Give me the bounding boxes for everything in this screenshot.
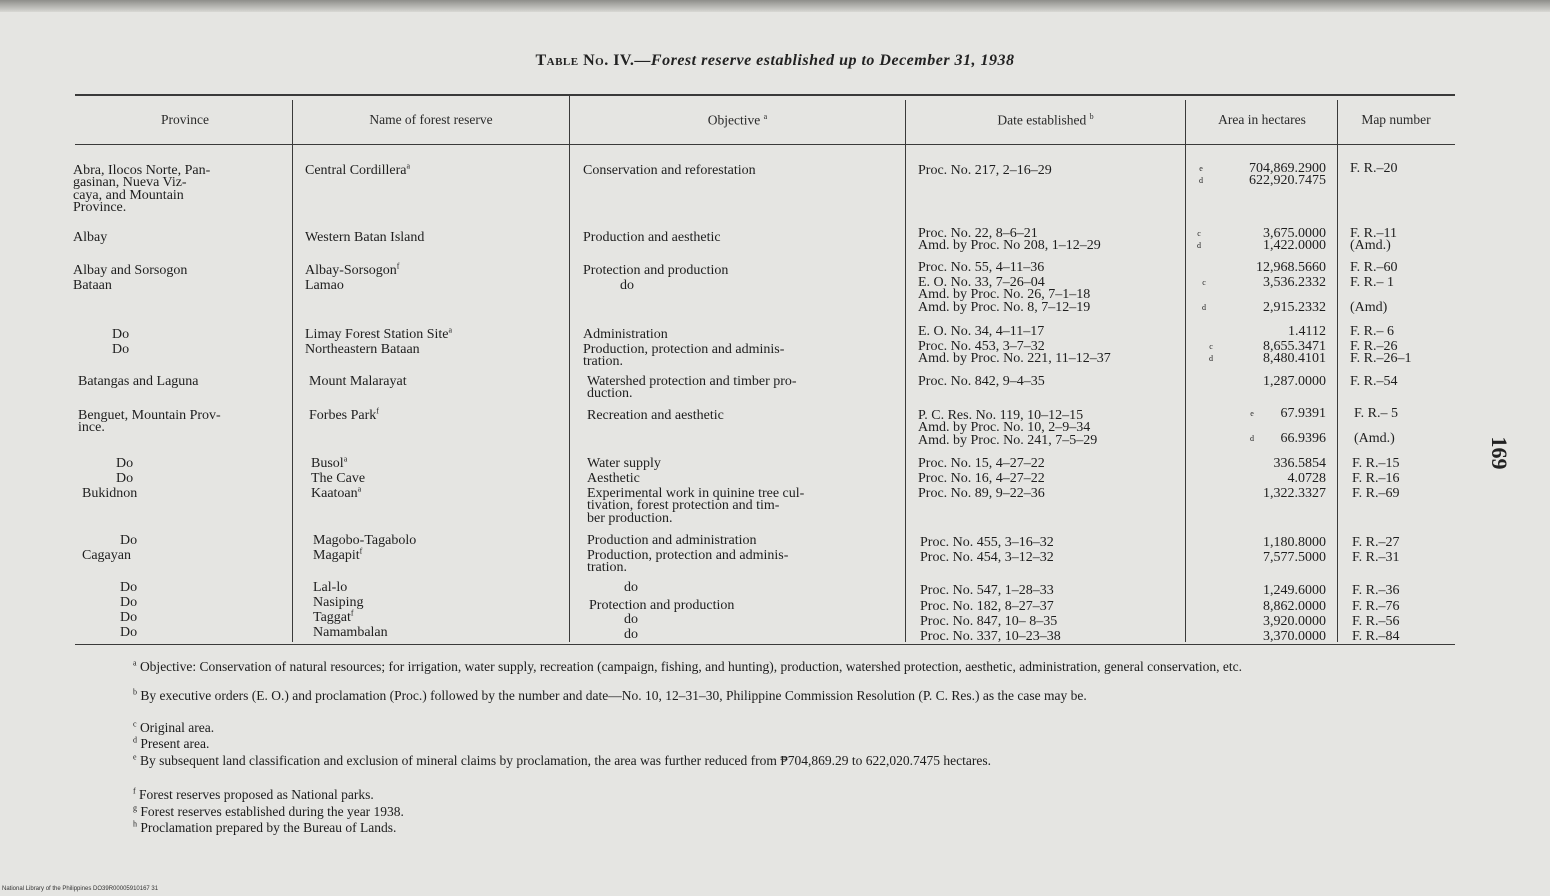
cell-map-number: F. R.–27 <box>1352 535 1400 550</box>
cell-map-number: F. R.– 1 (Amd) <box>1350 275 1395 315</box>
cell-area: 1.4112 <box>1288 324 1326 339</box>
cell-area-mark: c d <box>1197 229 1201 251</box>
cell-objective: do <box>624 612 638 627</box>
table-bottom-rule <box>75 644 1455 645</box>
cell-area: 1,287.0000 <box>1263 374 1326 389</box>
footnote-ref: a <box>357 484 362 494</box>
header-map-number: Map number <box>1361 112 1431 127</box>
cell-province: Albay <box>73 230 108 245</box>
cell-province: Do <box>112 342 130 357</box>
footnote-c: $^c$ Original area. <box>133 719 215 735</box>
footnote-b: $^b$ By executive orders (E. O.) and proclamation (Proc.) followed by the number and date—No. 10, 12–31–30, Philippine Commission Resolution (P. C. Res.) as the case may be. <box>133 687 1087 703</box>
cell-map-number: F. R.–76 <box>1352 599 1400 614</box>
footnote-f: $^f$ Forest reserves proposed as National parks. <box>133 786 374 802</box>
cell-date-established: Proc. No. 337, 10–23–38 <box>920 629 1061 644</box>
cell-reserve-name: Albay-Sorsogon$^f$ <box>305 261 400 278</box>
column-divider <box>1185 100 1186 642</box>
cell-date-established: Proc. No. 15, 4–27–22 <box>918 456 1045 471</box>
cell-province: Do <box>120 580 138 595</box>
cell-date-established: Proc. No. 847, 10– 8–35 <box>920 614 1058 629</box>
cell-map-number: F. R.–54 <box>1350 374 1398 389</box>
cell-date-established: Proc. No. 842, 9–4–35 <box>918 374 1045 389</box>
cell-reserve-name: Forbes Park$^f$ <box>309 406 379 423</box>
cell-map-number: F. R.–60 <box>1350 260 1398 275</box>
cell-area: 1,322.3327 <box>1263 486 1326 501</box>
footnote-ref: f <box>350 608 354 618</box>
footnote-d: $^d$ Present area. <box>133 735 210 751</box>
cell-date-established: Proc. No. 89, 9–22–36 <box>918 486 1045 501</box>
cell-area-mark: e d <box>1199 164 1203 186</box>
cell-reserve-name: Taggat$^f$ <box>313 608 354 625</box>
cell-province: Abra, Ilocos Norte, Pan- gasinan, Nueva Viz- caya, and Mountain Province. <box>73 163 211 215</box>
header-province: Province <box>161 112 209 127</box>
footnote-ref: f <box>396 261 400 271</box>
cell-map-number: F. R.–20 <box>1350 161 1398 176</box>
cell-objective: Recreation and aesthetic <box>587 408 724 423</box>
footnote-ref: a <box>763 112 768 121</box>
cell-reserve-name: Magapit$^f$ <box>313 546 363 563</box>
cell-date-established: Proc. No. 453, 3–7–32 Amd. by Proc. No. 221, 11–12–37 <box>918 339 1111 367</box>
cell-area-mark: c d <box>1202 278 1206 312</box>
cell-objective: Administration <box>583 327 668 342</box>
footnote-ref: a <box>406 161 411 171</box>
cell-area: 12,968.5660 <box>1256 260 1326 275</box>
cell-province: Albay and Sorsogon <box>73 263 188 278</box>
page-top-edge <box>0 0 1550 12</box>
header-forest-reserve-name: Name of forest reserve <box>369 112 493 127</box>
header-date-established: Date established $^b$ <box>997 112 1094 128</box>
cell-date-established: Proc. No. 217, 2–16–29 <box>918 163 1052 178</box>
table-top-rule <box>75 94 1455 96</box>
column-divider <box>569 96 570 642</box>
header-bottom-rule <box>75 144 1455 145</box>
cell-reserve-name: The Cave <box>311 471 366 486</box>
cell-map-number: F. R.–26 F. R.–26–1 <box>1350 339 1412 367</box>
scan-footer-credit: National Library of the Philippines DO39R00005910167 31 <box>2 886 159 892</box>
cell-area-mark: c d <box>1209 342 1213 364</box>
cell-map-number: F. R.–84 <box>1352 629 1400 644</box>
footnote-ref: f <box>359 546 363 556</box>
cell-reserve-name: Lal-lo <box>313 580 348 595</box>
cell-area: 3,370.0000 <box>1263 629 1326 644</box>
cell-objective: Production, protection and adminis- tration. <box>587 548 789 576</box>
cell-date-established: Proc. No. 16, 4–27–22 <box>918 471 1045 486</box>
cell-reserve-name: Limay Forest Station Site$^a$ <box>305 325 453 342</box>
cell-province: Cagayan <box>82 548 131 563</box>
table-title: Forest reserve established up to December 31, 1938 <box>650 52 1015 69</box>
cell-reserve-name: Northeastern Bataan <box>305 342 420 357</box>
cell-province: Bataan <box>73 278 112 293</box>
cell-reserve-name: Namambalan <box>313 625 388 640</box>
cell-date-established: Proc. No. 455, 3–16–32 <box>920 535 1054 550</box>
footnote-ref: f <box>376 406 379 416</box>
cell-map-number: F. R.–16 <box>1352 471 1400 486</box>
footnote-e: $^e$ By subsequent land classification and exclusion of mineral claims by proclamation, the area was further reduced from ₱704,869.29 to 622,020.7475 hectares. <box>133 752 991 768</box>
cell-map-number: F. R.–56 <box>1352 614 1400 629</box>
cell-date-established: Proc. No. 22, 8–6–21 Amd. by Proc. No 208, 1–12–29 <box>918 226 1101 254</box>
table-number: Table No. IV.— <box>535 52 651 69</box>
footnote-ref: b <box>1089 112 1094 121</box>
cell-map-number: F. R.– 5 (Amd.) <box>1354 406 1399 446</box>
cell-objective: Production, protection and adminis- tration. <box>583 342 785 370</box>
cell-objective: do <box>624 627 638 642</box>
cell-province: Do <box>120 610 138 625</box>
cell-objective: Protection and production <box>583 263 729 278</box>
cell-province: Do <box>120 625 138 640</box>
cell-area: 336.5854 <box>1273 456 1326 471</box>
cell-objective: Production and aesthetic <box>583 230 721 245</box>
cell-map-number: F. R.– 6 <box>1350 324 1395 339</box>
cell-date-established: E. O. No. 34, 4–11–17 <box>918 324 1045 339</box>
footnote-a: $^a$ Objective: Conservation of natural resources; for irrigation, water supply, recreation (campaign, fishing, and hunting), production, watershed protection, aesthetic, administration, general conservation, etc. <box>133 658 1242 674</box>
cell-province: Do <box>116 456 134 471</box>
cell-area: 1,180.8000 <box>1263 535 1326 550</box>
page-number: 169 <box>1487 436 1512 470</box>
cell-map-number: F. R.–31 <box>1352 550 1400 565</box>
cell-province: Bukidnon <box>82 486 138 501</box>
cell-reserve-name: Magobo-Tagabolo <box>313 533 417 548</box>
cell-province: Do <box>120 533 138 548</box>
header-area: Area in hectares <box>1218 112 1306 127</box>
cell-objective: Aesthetic <box>587 471 640 486</box>
cell-objective: Watershed protection and timber pro- duction. <box>587 374 797 402</box>
cell-map-number: F. R.–69 <box>1352 486 1400 501</box>
footnote-ref: a <box>448 325 453 335</box>
cell-date-established: Proc. No. 55, 4–11–36 <box>918 260 1045 275</box>
table-caption <box>0 52 1550 70</box>
cell-area: 8,655.3471 8,480.4101 <box>1263 339 1326 367</box>
cell-map-number: F. R.–36 <box>1352 583 1400 598</box>
cell-reserve-name: Busol$^a$ <box>311 454 348 471</box>
cell-area: 7,577.5000 <box>1263 550 1326 565</box>
cell-province: Do <box>112 327 130 342</box>
cell-area: 8,862.0000 <box>1263 599 1326 614</box>
cell-area: 3,920.0000 <box>1263 614 1326 629</box>
cell-map-number: F. R.–11 (Amd.) <box>1350 226 1397 254</box>
cell-objective: Protection and production <box>589 598 735 613</box>
footnote-ref: a <box>343 454 348 464</box>
cell-reserve-name: Western Batan Island <box>305 230 425 245</box>
cell-date-established: P. C. Res. No. 119, 10–12–15 Amd. by Proc. No. 10, 2–9–34 Amd. by Proc. No. 241, 7–5–29 <box>918 408 1098 448</box>
cell-province: Batangas and Laguna <box>78 374 199 389</box>
cell-province: Benguet, Mountain Prov- ince. <box>78 408 221 436</box>
column-divider <box>1337 100 1338 642</box>
cell-reserve-name: Central Cordillera$^a$ <box>305 161 411 178</box>
cell-date-established: Proc. No. 454, 3–12–32 <box>920 550 1054 565</box>
cell-objective: Production and administration <box>587 533 757 548</box>
column-divider <box>905 100 906 642</box>
cell-objective: Water supply <box>587 456 661 471</box>
cell-area: 1,249.6000 <box>1263 583 1326 598</box>
cell-objective: Experimental work in quinine tree cul- tivation, forest protection and tim- ber production. <box>587 486 805 526</box>
footnote-h: $^h$ Proclamation prepared by the Bureau of Lands. <box>133 819 397 835</box>
cell-reserve-name: Nasiping <box>313 595 364 610</box>
cell-date-established: Proc. No. 547, 1–28–33 <box>920 583 1054 598</box>
cell-reserve-name: Mount Malarayat <box>309 374 407 389</box>
header-objective: Objective $^a$ <box>707 112 768 128</box>
cell-area: 67.9391 66.9396 <box>1280 406 1326 446</box>
cell-area: 3,536.2332 2,915.2332 <box>1263 275 1326 315</box>
cell-area: 4.0728 <box>1287 471 1326 486</box>
cell-objective: do <box>624 580 638 595</box>
cell-area-mark: e d <box>1250 409 1254 443</box>
cell-province: Do <box>120 595 138 610</box>
cell-date-established: Proc. No. 182, 8–27–37 <box>920 599 1054 614</box>
cell-province: Do <box>116 471 134 486</box>
cell-map-number: F. R.–15 <box>1352 456 1400 471</box>
cell-objective: do <box>620 278 634 293</box>
cell-reserve-name: Lamao <box>305 278 344 293</box>
column-divider <box>292 100 293 642</box>
cell-objective: Conservation and reforestation <box>583 163 756 178</box>
cell-area: 704,869.2900 622,920.7475 <box>1249 161 1326 189</box>
cell-reserve-name: Kaatoan$^a$ <box>311 484 362 501</box>
cell-area: 3,675.0000 1,422.0000 <box>1263 226 1326 254</box>
footnote-g: $^g$ Forest reserves established during the year 1938. <box>133 803 404 819</box>
cell-date-established: E. O. No. 33, 7–26–04 Amd. by Proc. No. 26, 7–1–18 Amd. by Proc. No. 8, 7–12–19 <box>918 275 1091 315</box>
